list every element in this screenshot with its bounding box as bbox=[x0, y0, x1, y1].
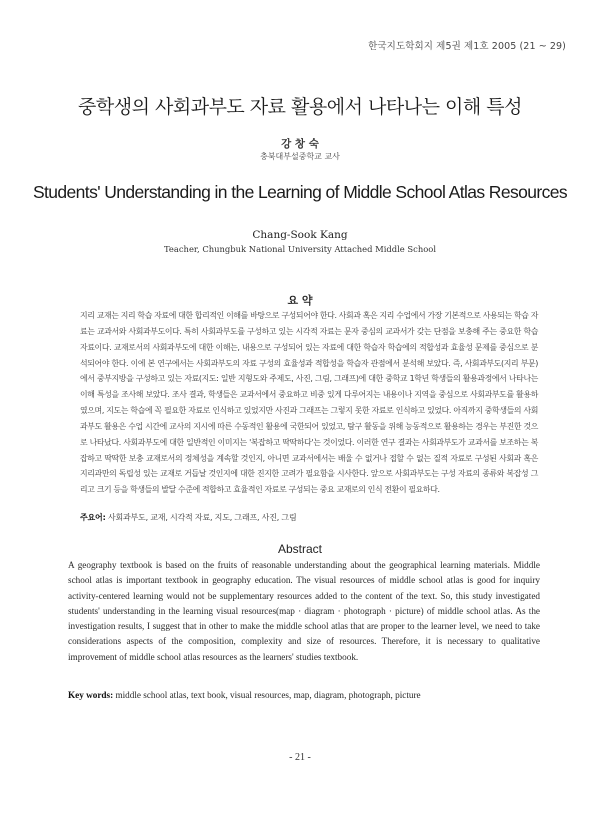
english-abstract-body: A geography textbook is based on the fruits of reasonable understanding about the geographical learning materials. Middle school atlas is important textbook in geography education. The visual resources of middle school atlas is good for inquiry activity-centered learning would not be supplementary resources added to the content of the text. So, this study investigated students' understanding in the learning visual resources(map · diagram · photograph · picture) of middle school atlas. As the investigation results, I suggest that in other to make the middle school atlas that are proper to the learner level, we need to take considerations aspects of the composition, complexity and size of resources. Therefore, it is necessary to qualitative improvement of middle school atlas resources as the learners' studies textbook. bbox=[68, 560, 540, 662]
korean-keywords bbox=[80, 512, 538, 523]
korean-title: 중학생의 사회과부도 자료 활용에서 나타나는 이해 특성 bbox=[78, 96, 522, 118]
english-affiliation: Teacher, Chungbuk National University Attached Middle School bbox=[163, 244, 436, 254]
korean-abstract-heading: 요 약 bbox=[287, 294, 313, 307]
english-title: Students' Understanding in the Learning of Middle School Atlas Resources bbox=[32, 182, 568, 202]
english-keywords bbox=[68, 690, 540, 700]
korean-keywords-list: 사회과부도, 교재, 시각적 자료, 지도, 그래프, 사진, 그림 bbox=[107, 513, 297, 522]
english-keywords-label: Key words: bbox=[68, 690, 114, 700]
english-abstract-heading: Abstract bbox=[277, 542, 322, 556]
korean-keywords-label: 주요어: bbox=[80, 513, 106, 522]
korean-abstract-body: 지리 교재는 지리 학습 자료에 대한 합리적인 이해를 바탕으로 구성되어야 한다. 사회과 혹은 지리 수업에서 가장 기본적으로 사용되는 학습 자료는 교과서와 사회과부도이다. 특히 사회과부도를 구성하고 있는 시각적 자료는 문자 중심의 교과서가 갖는 단점을 보충해 주는 중요한 학습 자료이다. 교재로서의 사회과부도에 대한 이해는, 내용으로 구성되어 있는 자료에 대한 학습자 학습에의 적합성과 효율성 문제를 중심으로 분석되어야 한다. 이에 본 연구에서는 사회과부도의 자료 구성의 효율성과 적합성을 학습자 관점에서 분석해 보았다. 즉, 사회과부도(지리 부문)에서 중부지방을 구성하고 있는 자료(지도: 일반 지형도와 주제도, 사진, 그림, 그래프)에 대한 중학교 1학년 학생들의 활용과정에서 나타나는 이해 특성을 조사해 보았다. 조사 결과, 학생들은 교과서에서 중요하고 비중 있게 다루어지는 내용이나 지역을 중심으로 사회과부도를 활용하였으며, 지도는 학습에 꼭 필요한 자료로 인식하고 있었지만 사진과 그래프는 그렇지 못한 자료로 인식하고 있었다. 아직까지 중학생들의 사회과부도 활용은 수업 시간에 교사의 지시에 따른 수동적인 활용에 국한되어 있었고, 탐구 활동을 위해 능동적으로 활용하는 경우는 부진한 것으로 나타났다. 사회과부도에 대한 일반적인 이미지는 '복잡하고 딱딱하다'는 것이었다. 이러한 연구 결과는 사회과부도가 교과서를 보조하는 복잡하고 딱딱한 보충 교재로서의 정체성을 계속할 것인지, 아니면 교과서에서는 배울 수 없거나 접할 수 없는 질적 자료로 구성된 사회과 혹은 지리과만의 독립성 있는 교재로 거듭날 것인지에 대한 진지한 고려가 필요함을 시사한다. 앞으로 사회과부도는 구성 자료의 종류와 복잡성 그리고 크기 등을 학생들의 발달 수준에 적합하고 효율적인 자료로 구성되는 중요 교재로의 인식 전환이 필요하다. bbox=[80, 311, 538, 495]
journal-info: 한국지도학회지 제5권 제1호 2005 (21 ~ 29) bbox=[368, 41, 566, 52]
korean-affiliation: 충북대부설중학교 교사 bbox=[260, 152, 340, 161]
page-number: - 21 - bbox=[289, 752, 311, 763]
english-keywords-list: middle school atlas, text book, visual resources, map, diagram, photograph, picture bbox=[115, 690, 421, 700]
english-author: Chang-Sook Kang bbox=[252, 229, 348, 241]
korean-author: 강 창 숙 bbox=[281, 138, 319, 150]
